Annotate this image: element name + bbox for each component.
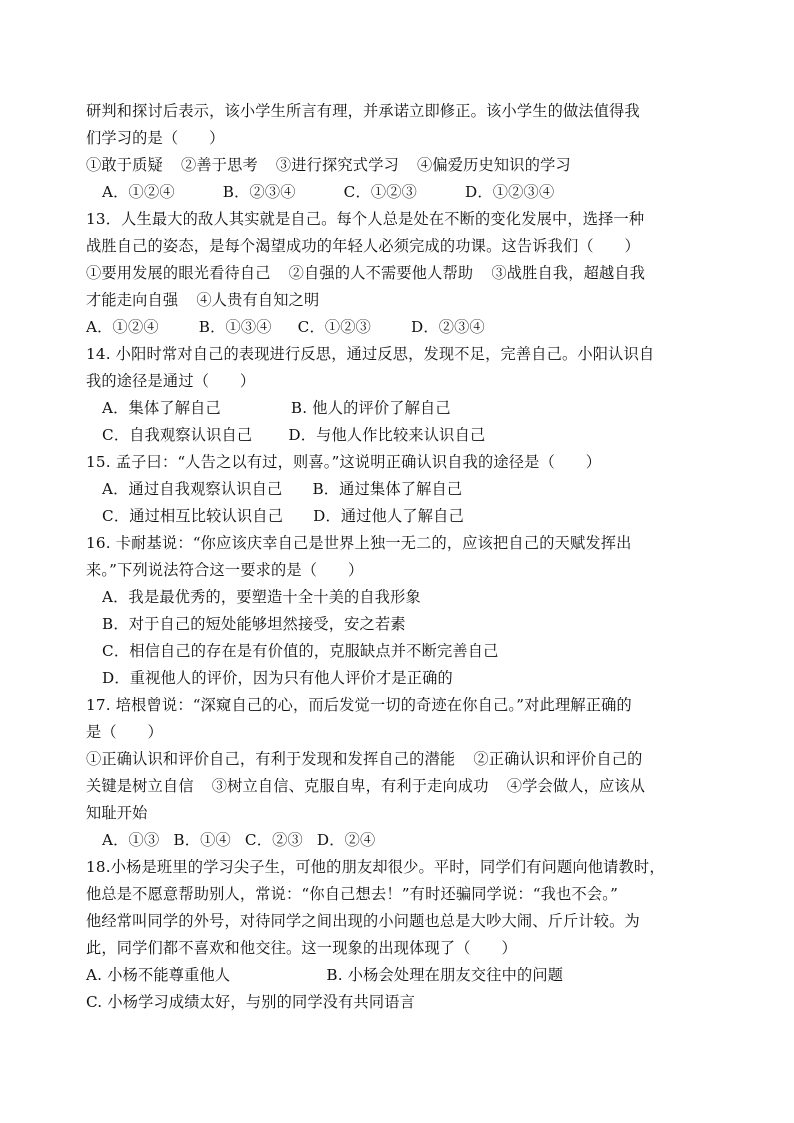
q12-options <box>102 182 742 202</box>
q17-statement-3: ③树立自信、克服自卑，有利于走向成功 <box>211 777 489 795</box>
q12-statement-1: ①敢于质疑 <box>86 156 163 174</box>
q14-stem-line-1: 14. 小阳时常对自己的表现进行反思，通过反思，发现不足，完善自己。小阳认识自 <box>86 345 655 363</box>
q12-statement-2: ②善于思考 <box>180 156 258 174</box>
q16-stem-line-2: 来。”下列说法符合这一要求的是（ ） <box>86 561 364 579</box>
q13-option-d[interactable]: D．②③④ <box>411 318 485 336</box>
q17-statements-line-1 <box>86 749 726 769</box>
q13-statement-2: ②自强的人不需要他人帮助 <box>288 264 474 282</box>
q15-option-b[interactable]: B．通过集体了解自己 <box>312 480 463 498</box>
q18-stem-line-4: 此，同学们都不喜欢和他交往。这一现象的出现体现了（ ） <box>86 939 517 957</box>
q13-option-c[interactable]: C．①②③ <box>297 318 372 336</box>
q17-statement-2: ②正确认识和评价自己的 <box>473 750 643 768</box>
q17-options <box>102 830 742 850</box>
q12-statement-4: ④偏爱历史知识的学习 <box>416 156 571 174</box>
q18-option-c[interactable]: C. 小杨学习成绩太好，与别的同学没有共同语言 <box>86 993 416 1011</box>
q12-stem-line-2: 们学习的是（ ） <box>86 129 225 147</box>
q12-stem-line-1: 研判和探讨后表示，该小学生所言有理，并承诺立即修正。该小学生的做法值得我 <box>86 102 640 120</box>
q13-statements-line-1 <box>86 263 726 283</box>
q12-statements <box>86 155 726 175</box>
q18-stem-line-1: 18.小杨是班里的学习尖子生，可他的朋友却很少。平时，同学们有问题向他请教时， <box>86 858 665 876</box>
q13-options <box>86 317 726 337</box>
q17-option-a[interactable]: A．①③ <box>102 831 160 849</box>
q13-option-b[interactable]: B．①③④ <box>198 318 272 336</box>
q13-statement-3: ③战胜自我，超越自我 <box>491 264 646 282</box>
q13-statement-1: ①要用发展的眼光看待自己 <box>86 264 271 282</box>
q16-option-c[interactable]: C．相信自己的存在是有价值的，克服缺点并不断完善自己 <box>102 642 499 660</box>
q16-option-d[interactable]: D．重视他人的评价，因为只有他人评价才是正确的 <box>102 669 453 687</box>
q13-statement-3-cont: 才能走向自强 <box>86 291 179 309</box>
q15-option-d[interactable]: D．通过他人了解自己 <box>313 507 464 525</box>
q13-option-a[interactable]: A．①②④ <box>86 318 159 336</box>
q12-option-d[interactable]: D．①②③④ <box>465 183 555 201</box>
q14-option-d[interactable]: D．与他人作比较来认识自己 <box>288 426 486 444</box>
q12-option-a[interactable]: A．①②④ <box>102 183 175 201</box>
q14-options-line-2 <box>102 425 742 445</box>
q16-option-a[interactable]: A．我是最优秀的，要塑造十全十美的自我形象 <box>102 588 421 606</box>
q12-option-c[interactable]: C．①②③ <box>343 183 418 201</box>
q12-statement-3: ③进行探究式学习 <box>275 156 399 174</box>
q14-option-c[interactable]: C．自我观察认识自己 <box>102 426 253 444</box>
q18-stem-line-3: 他经常叫同学的外号，对待同学之间出现的小问题也总是大吵大闹、斤斤计较。为 <box>86 912 640 930</box>
q13-stem-line-1: 13．人生最大的敌人其实就是自己。每个人总是处在不断的变化发展中，选择一种 <box>86 210 645 228</box>
q18-options-line-1 <box>86 965 726 985</box>
q16-stem-line-1: 16. 卡耐基说：“你应该庆幸自己是世界上独一无二的，应该把自己的天赋发挥出 <box>86 534 632 552</box>
q17-option-d[interactable]: D．②④ <box>316 831 376 849</box>
q18-option-b[interactable]: B. 小杨会处理在朋友交往中的问题 <box>326 966 564 984</box>
q17-statement-1: ①正确认识和评价自己，有利于发现和发挥自己的潜能 <box>86 750 456 768</box>
q14-option-b[interactable]: B. 他人的评价了解自己 <box>290 399 451 417</box>
q18-option-a[interactable]: A. 小杨不能尊重他人 <box>86 966 231 984</box>
q17-stem-line-2: 是（ ） <box>86 723 163 741</box>
q17-statement-2-cont: 关键是树立自信 <box>86 777 194 795</box>
q15-option-a[interactable]: A．通过自我观察认识自己 <box>102 480 283 498</box>
q17-option-c[interactable]: C．②③ <box>244 831 303 849</box>
q15-options-line-2 <box>102 506 742 526</box>
q17-option-b[interactable]: B．①④ <box>173 831 231 849</box>
q14-options-line-1 <box>102 398 742 418</box>
q14-option-a[interactable]: A．集体了解自己 <box>102 399 221 417</box>
q17-statements-line-2 <box>86 776 726 796</box>
q13-stem-line-2: 战胜自己的姿态，是每个渴望成功的年轻人必须完成的功课。这告诉我们（ ） <box>86 237 640 255</box>
q13-statement-4: ④人贵有自知之明 <box>196 291 320 309</box>
q17-stem-line-1: 17. 培根曾说：“深窥自己的心，而后发觉一切的奇迹在你自己。”对此理解正确的 <box>86 696 632 714</box>
q14-stem-line-2: 我的途径是通过（ ） <box>86 372 256 390</box>
q15-options-line-1 <box>102 479 742 499</box>
q18-stem-line-2: 他总是不愿意帮助别人，常说：“你自己想去！”有时还骗同学说：“我也不会。” <box>86 885 619 903</box>
q12-option-b[interactable]: B．②③④ <box>222 183 296 201</box>
q17-statements-line-3: 知耻开始 <box>86 804 148 822</box>
q17-statement-4: ④学会做人，应该从 <box>506 777 646 795</box>
q15-stem: 15. 孟子曰：“人告之以有过，则喜。”这说明正确认识自我的途径是（ ） <box>86 453 602 471</box>
q13-statements-line-2 <box>86 290 726 310</box>
q16-option-b[interactable]: B．对于自己的短处能够坦然接受，安之若素 <box>102 615 406 633</box>
q15-option-c[interactable]: C．通过相互比较认识自己 <box>102 507 284 525</box>
